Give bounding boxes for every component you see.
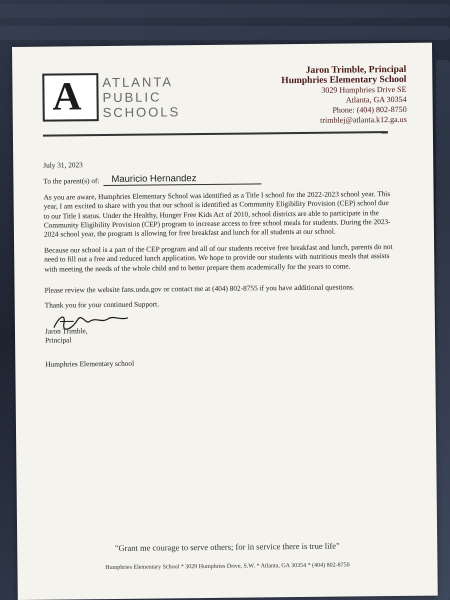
closing-line: Thank you for your continued Support. bbox=[44, 299, 160, 311]
recipient-label: To the parent(s) of: bbox=[43, 176, 100, 187]
aps-logo-mark: A bbox=[42, 73, 98, 122]
letter-date: July 31, 2023 bbox=[43, 160, 83, 170]
signature-block bbox=[45, 326, 88, 345]
letter-body bbox=[43, 157, 397, 311]
logo-line-3: SCHOOLS bbox=[102, 104, 181, 121]
signer-school: Humphries Elementary school bbox=[45, 358, 135, 369]
letterhead bbox=[281, 65, 407, 126]
school-phone: Phone: (404) 802-8750 bbox=[332, 104, 407, 115]
principal-email: trimblej@atlanta.k12.ga.us bbox=[320, 114, 407, 125]
signer-name: Jaron Trimble, bbox=[44, 326, 88, 336]
principal-name: Jaron Trimble, Principal bbox=[305, 64, 407, 76]
footer-address: Humphries Elementary School * 3029 Humphries Drive, S.W. * Atlanta, GA 30354 * (404) 802-8750 bbox=[105, 562, 350, 572]
aps-logo bbox=[42, 72, 193, 124]
school-name: Humphries Elementary School bbox=[281, 74, 407, 87]
recipient-line bbox=[43, 172, 395, 186]
paragraph-cep: Because our school is a part of the CEP program and all of our students receive free breakfast and lunch, parents do not need to fill out a free and reduced lunch application. We hope to provide our students with nutritious meals that assists with meeting the needs of the whole child and to better prepare them academically for the years to come. bbox=[44, 241, 393, 274]
footer-quote: "Grant me courage to serve others; for in service there is true life" bbox=[114, 540, 340, 553]
paragraph-contact: Please review the website fans.usda.gov or contact me at (404) 802-8755 if you have additional questions. bbox=[44, 282, 355, 295]
letter-page bbox=[12, 43, 438, 600]
aps-logo-text bbox=[102, 74, 180, 120]
recipient-name: Mauricio Hernandez bbox=[103, 174, 261, 186]
signer-title: Principal bbox=[45, 335, 72, 346]
logo-line-1: ATLANTA bbox=[102, 74, 174, 91]
logo-line-2: PUBLIC bbox=[102, 89, 162, 106]
header-rule bbox=[43, 131, 388, 137]
paragraph-title-one: As you are aware, Humphries Elementary School was identified as a Title I school for the 2022-2023 school year. This year, I am excited to share with you that our school is identified as Community Eligibility Provision (CEP) school due to our Title I status. Under the Healthy, Hunger Free Kids Act of 2010, school districts are able to participate in the Community Eligibility Provision (CEP) program to increase access to free school meals for students. During the 2023-2024 school year, the program is allowing for free breakfast and lunch for all students at our school. bbox=[43, 188, 391, 240]
school-address: 3029 Humphries Drive SE bbox=[321, 84, 407, 95]
school-city: Atlanta, GA 30354 bbox=[345, 94, 407, 105]
